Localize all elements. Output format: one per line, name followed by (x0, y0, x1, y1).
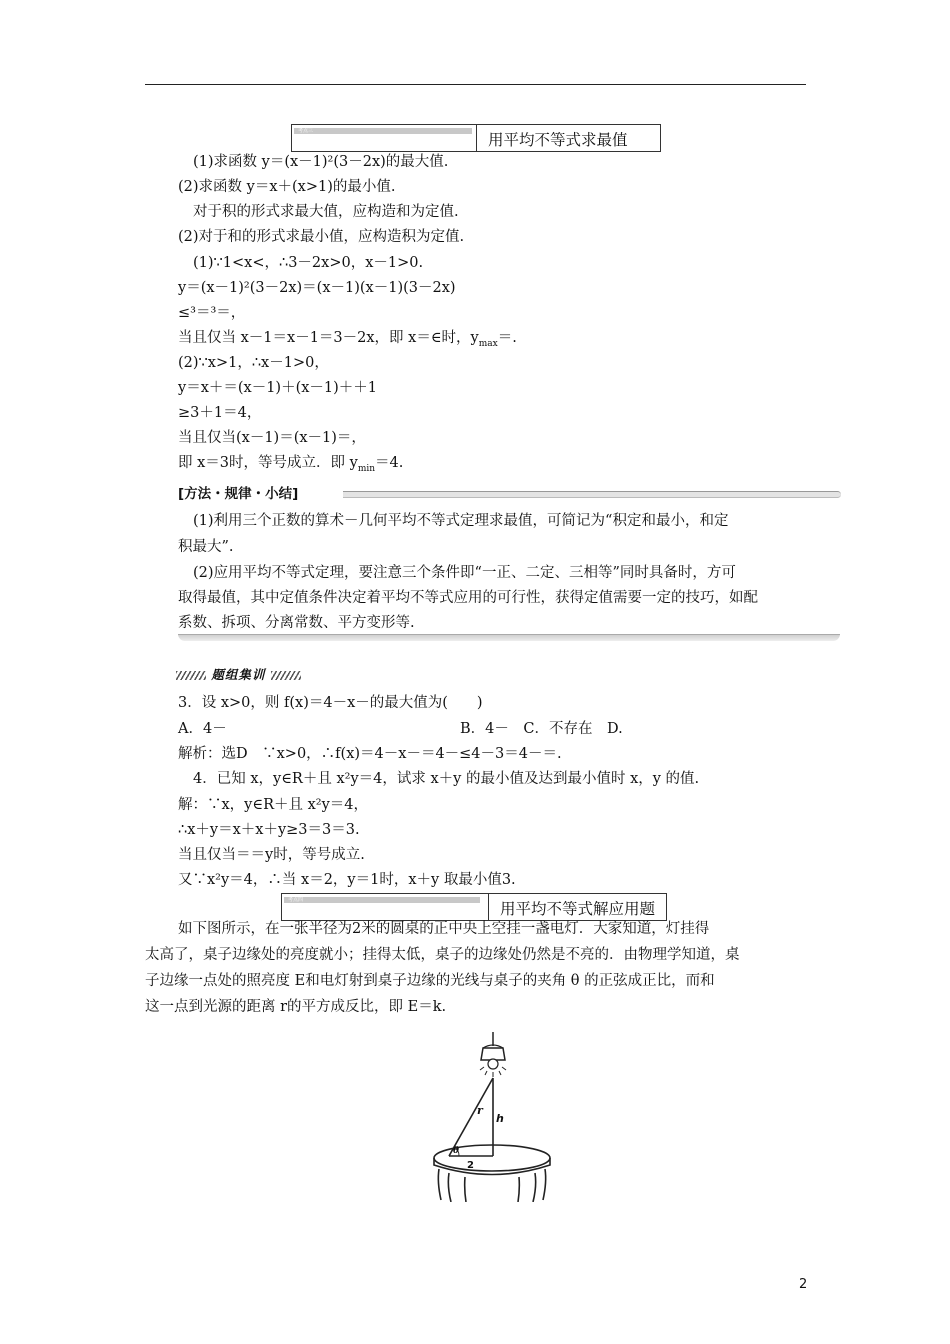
group-heading (176, 665, 301, 683)
problem-text: 如下图所示，在一张半径为2米的圆桌的正中央上空挂一盏电灯．大家知道，灯挂得 (178, 921, 710, 937)
section-header-1 (291, 124, 661, 152)
problem-line: (2)求函数 y＝x＋(x>1)的最小值. (178, 179, 396, 195)
section-title: 用平均不等式求最值 (488, 131, 628, 149)
section-tag-text: 考点三 (298, 128, 314, 134)
solution-line (178, 328, 517, 354)
option-a: A．4－ (178, 721, 227, 737)
lamp-bulb-icon (488, 1059, 498, 1069)
solution-line: y＝(x－1)²(3－2x)＝(x－1)(x－1)(3－2x) (178, 280, 456, 296)
problem-line: (1)求函数 y＝(x－1)²(3－2x)的最大值. (193, 154, 449, 170)
solution-line: 解：∵x，y∈R＋且 x²y＝4， (178, 797, 369, 813)
solution-line: ≤³＝³＝， (178, 305, 246, 321)
page-number: 2 (799, 1277, 808, 1292)
summary-text: (2)应用平均不等式定理，要注意三个条件即“一正、二定、三相等”同时具备时，方可 (193, 565, 736, 581)
options-bcd: B．4－ C．不存在 D. (460, 721, 623, 737)
lamp-table-figure (425, 1032, 560, 1202)
lamp-shade-icon (481, 1048, 505, 1060)
problem-text: 这一点到光源的距离 r的平方成反比，即 E＝k. (145, 999, 447, 1015)
subscript-min: min (357, 463, 376, 474)
section-tag-text: 考点四 (288, 897, 304, 903)
table-top (434, 1145, 550, 1171)
solution-line: ∴x＋y＝x＋x＋y≥3＝3＝3. (178, 822, 360, 838)
question-line: 4．已知 x，y∈R＋且 x²y＝4，试求 x＋y 的最小值及达到最小值时 x，y 的值. (193, 771, 700, 787)
header-rule (145, 84, 806, 85)
solution-tail: ＝4. (375, 455, 404, 471)
section-tag (294, 128, 472, 134)
solution-text: 即 x＝3时，等号成立．即 y (178, 455, 358, 471)
group-heading-text: 题组集训 (211, 667, 266, 682)
solution-line: 又∵x²y＝4，∴当 x＝2，y＝1时，x＋y 取最小值3. (178, 872, 516, 888)
solution-line: y＝x＋＝(x－1)＋(x－1)＋＋1 (178, 380, 378, 396)
hatch-decoration (176, 671, 206, 680)
solution-line: 当且仅当＝＝y时，等号成立. (178, 847, 365, 863)
summary-heading: [方法・规律・小结] (178, 486, 299, 502)
summary-bottom-rule (178, 634, 840, 641)
hint-line: (2)对于和的形式求最小值，应构造积为定值. (178, 229, 465, 245)
section-tag (284, 897, 480, 903)
summary-text: 积最大”. (178, 539, 234, 555)
subscript-max: max (478, 338, 498, 349)
summary-text: 取得最值，其中定值条件决定着平均不等式应用的可行性，获得定值需要一定的技巧，如配 (178, 590, 758, 606)
solution-line (178, 453, 403, 479)
solution-line: ≥3＋1＝4， (178, 405, 262, 421)
summary-text: 系数、拆项、分离常数、平方变形等. (178, 615, 415, 631)
problem-text: 子边缘一点处的照亮度 E和电灯射到桌子边缘的光线与桌子的夹角 θ 的正弦成正比，而和 (145, 973, 715, 989)
solution-line: (1)∵1<x<，∴3－2x>0，x－1>0. (193, 255, 424, 271)
summary-rule (343, 491, 841, 498)
section-header-2 (281, 893, 667, 921)
label-theta: θ (453, 1146, 460, 1156)
table-edge (434, 1158, 550, 1175)
solution-line: 当且仅当(x－1)＝(x－1)＝， (178, 430, 366, 446)
hint-line: 对于积的形式求最大值，应构造和为定值. (193, 204, 459, 220)
hatch-decoration (271, 671, 301, 680)
analysis-line: 解析：选D ∵x>0，∴f(x)＝4－x－＝4－≤4－3＝4－＝. (178, 746, 562, 762)
label-radius: 2 (467, 1160, 474, 1171)
solution-line: (2)∵x>1，∴x－1>0， (178, 355, 329, 371)
label-h: h (496, 1112, 504, 1125)
summary-text: (1)利用三个正数的算术－几何平均不等式定理求最值，可简记为“积定和最小，和定 (193, 513, 729, 529)
solution-text: 当且仅当 x－1＝x－1＝3－2x，即 x＝∈时，y (178, 330, 479, 346)
problem-text: 太高了，桌子边缘处的亮度就小；挂得太低，桌子的边缘处仍然是不亮的．由物理学知道，桌 (145, 947, 740, 963)
question-line: 3．设 x>0，则 f(x)＝4－x－的最大值为( ) (178, 695, 483, 711)
solution-tail: ＝. (497, 330, 517, 346)
label-r: r (477, 1104, 483, 1117)
section-title: 用平均不等式解应用题 (500, 900, 656, 918)
